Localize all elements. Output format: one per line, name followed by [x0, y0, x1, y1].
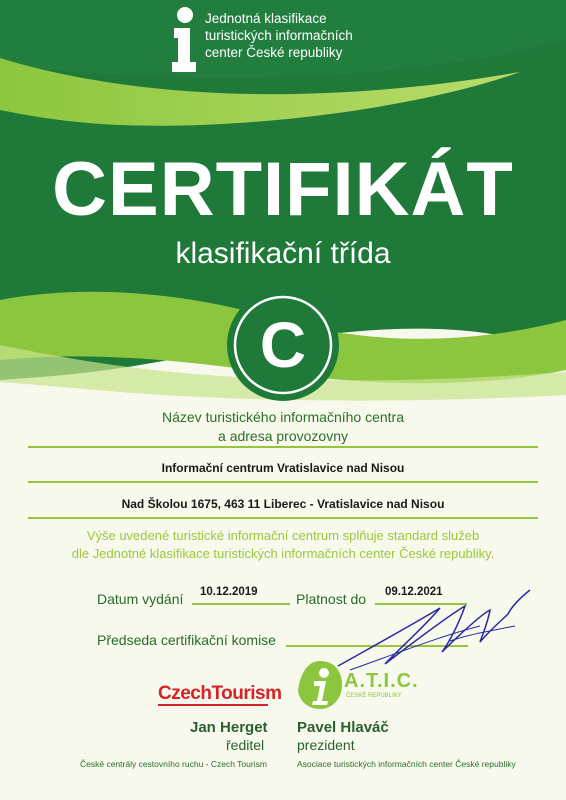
chair-label: Předseda certifikační komise [97, 632, 276, 648]
atic-logo-icon [296, 659, 344, 711]
center-label-line-2: a adresa provozovny [218, 428, 348, 444]
divider-line [28, 517, 538, 519]
info-icon [168, 6, 202, 74]
czechtourism-logo [158, 683, 282, 705]
header-line-2: turistických informačních [205, 28, 353, 43]
issue-date-value: 10.12.2019 [200, 586, 258, 598]
header-line-1: Jednotná klasifikace [205, 11, 327, 26]
header-line-3: center České republiky [205, 45, 343, 60]
certificate-subtitle: klasifikační třída [175, 237, 391, 270]
divider-line [28, 481, 538, 483]
certificate-title: CERTIFIKÁT [52, 147, 514, 232]
signatory-1-name: Jan Herget [190, 719, 268, 736]
signatory-1-org: České centrály cestovního ruchu - Czech Tourism [80, 759, 267, 769]
signatory-2-role: prezident [297, 737, 355, 753]
valid-until-label: Platnost do [296, 591, 367, 607]
center-label-line-1: Název turistického informačního centra [162, 409, 404, 425]
signatory-2-org: Asociace turistických informačních center České republiky [297, 759, 516, 769]
atic-subtext: ČESKÉ REPUBLIKY [346, 693, 402, 699]
issue-date-label: Datum vydání [97, 591, 184, 607]
center-address: Nad Školou 1675, 463 11 Liberec - Vratislavice nad Nisou [121, 497, 445, 511]
header-title [205, 10, 353, 61]
issue-date-line [192, 603, 290, 605]
divider-line [28, 446, 538, 448]
signatory-2-name: Pavel Hlaváč [297, 719, 389, 736]
statement-line-1: Výše uvedené turistické informační centrum splňuje standard služeb [86, 528, 480, 543]
center-name: Informační centrum Vratislavice nad Nisou [161, 461, 405, 475]
czechtourism-wordmark: CzechTourism [158, 683, 282, 704]
czechtourism-underline [158, 704, 268, 708]
statement-line-2: dle Jednotné klasifikace turistických informačních center České republiky. [71, 546, 495, 561]
handwritten-signature [330, 586, 540, 676]
class-letter: C [259, 309, 307, 381]
signatory-1-role: ředitel [226, 737, 265, 753]
valid-until-value: 09.12.2021 [385, 586, 443, 598]
atic-wordmark: A.T.I.C. [344, 670, 419, 692]
